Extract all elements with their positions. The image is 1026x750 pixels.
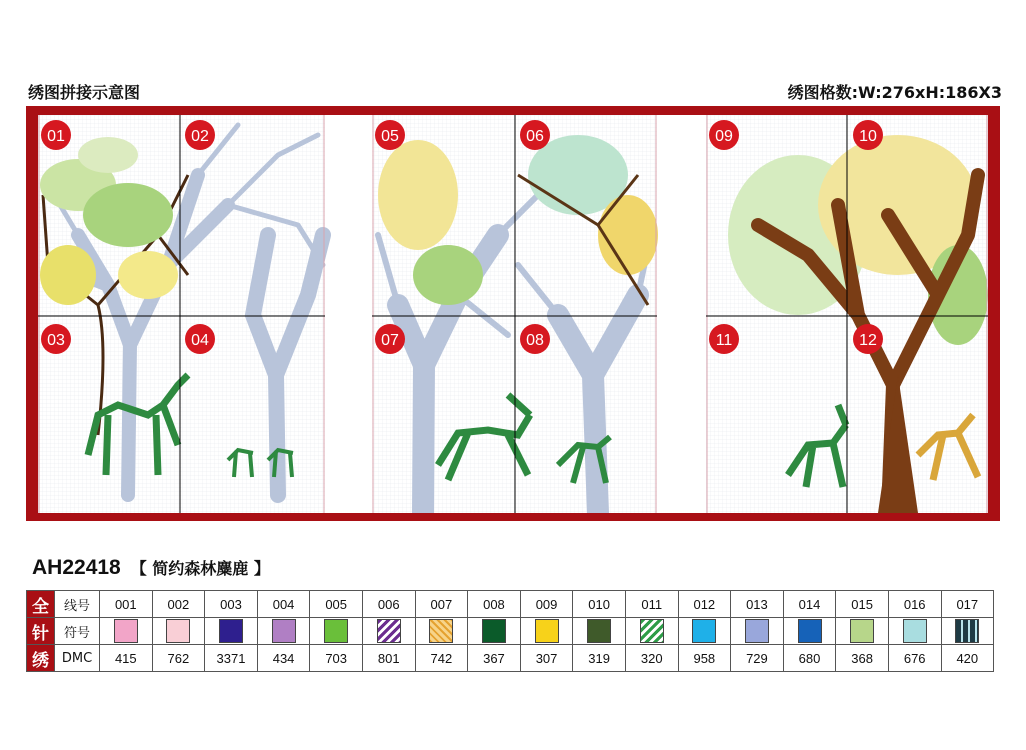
panel-badge-08	[520, 324, 550, 354]
thread-number: 009	[520, 591, 573, 618]
thread-dmc: 762	[152, 645, 205, 672]
panel-badge-12	[853, 324, 883, 354]
legend-side-char: 绣	[27, 645, 55, 672]
thread-dmc: 434	[257, 645, 310, 672]
thread-symbol	[888, 618, 941, 645]
thread-dmc: 307	[520, 645, 573, 672]
thread-dmc: 367	[468, 645, 521, 672]
thread-number: 015	[836, 591, 889, 618]
panel-number: 08	[526, 332, 544, 349]
thread-symbol	[205, 618, 258, 645]
thread-swatch	[377, 619, 401, 643]
thread-number: 014	[783, 591, 836, 618]
row-label-number: 线号	[55, 591, 100, 618]
thread-dmc: 368	[836, 645, 889, 672]
product-name: 【 简约森林麋鹿 】	[130, 559, 270, 578]
thread-symbol	[100, 618, 153, 645]
thread-swatch	[587, 619, 611, 643]
thread-number: 008	[468, 591, 521, 618]
thread-swatch	[429, 619, 453, 643]
thread-symbol	[625, 618, 678, 645]
row-label-symbol: 符号	[55, 618, 100, 645]
thread-symbol	[152, 618, 205, 645]
panel-badge-03	[41, 324, 71, 354]
thread-dmc: 676	[888, 645, 941, 672]
thread-symbol	[678, 618, 731, 645]
thread-number: 005	[310, 591, 363, 618]
panel-badge-11	[709, 324, 739, 354]
legend-side-char: 针	[27, 618, 55, 645]
thread-symbol	[310, 618, 363, 645]
thread-number: 004	[257, 591, 310, 618]
thread-dmc: 319	[573, 645, 626, 672]
thread-number: 012	[678, 591, 731, 618]
pattern-preview	[38, 115, 988, 513]
thread-swatch	[955, 619, 979, 643]
thread-number: 001	[100, 591, 153, 618]
thread-swatch	[482, 619, 506, 643]
thread-legend-table	[26, 590, 994, 672]
thread-number: 017	[941, 591, 994, 618]
panel-number: 12	[859, 332, 877, 349]
thread-swatch	[114, 619, 138, 643]
thread-swatch	[219, 619, 243, 643]
thread-symbol	[573, 618, 626, 645]
thread-swatch	[692, 619, 716, 643]
panel-number: 05	[381, 128, 399, 145]
thread-swatch	[850, 619, 874, 643]
thread-swatch	[535, 619, 559, 643]
thread-symbol	[257, 618, 310, 645]
thread-swatch	[272, 619, 296, 643]
panel-badge-04	[185, 324, 215, 354]
panel-number: 10	[859, 128, 877, 145]
diagram-title: 绣图拼接示意图	[28, 83, 141, 102]
thread-dmc: 420	[941, 645, 994, 672]
product-title	[32, 556, 270, 580]
row-label-dmc: DMC	[55, 645, 100, 672]
panel-number: 02	[191, 128, 209, 145]
thread-dmc: 729	[731, 645, 784, 672]
pattern-frame	[26, 106, 1000, 521]
thread-swatch	[640, 619, 664, 643]
panel-badge-02	[185, 120, 215, 150]
panel-number: 03	[47, 332, 65, 349]
thread-swatch	[903, 619, 927, 643]
thread-symbol	[415, 618, 468, 645]
thread-symbol	[520, 618, 573, 645]
panel-number: 07	[381, 332, 399, 349]
panel-badge-09	[709, 120, 739, 150]
thread-number: 010	[573, 591, 626, 618]
product-code: AH22418	[32, 556, 121, 579]
thread-swatch	[324, 619, 348, 643]
thread-number: 013	[731, 591, 784, 618]
panel-number: 06	[526, 128, 544, 145]
thread-swatch	[745, 619, 769, 643]
panel-number: 01	[47, 128, 65, 145]
thread-symbol	[941, 618, 994, 645]
thread-swatch	[166, 619, 190, 643]
thread-number: 011	[625, 591, 678, 618]
thread-dmc: 801	[362, 645, 415, 672]
panel-number: 09	[715, 128, 733, 145]
thread-dmc: 680	[783, 645, 836, 672]
thread-number: 007	[415, 591, 468, 618]
panel-badge-10	[853, 120, 883, 150]
thread-number: 002	[152, 591, 205, 618]
thread-number: 016	[888, 591, 941, 618]
thread-dmc: 415	[100, 645, 153, 672]
panel-badge-07	[375, 324, 405, 354]
thread-dmc: 320	[625, 645, 678, 672]
thread-symbol	[468, 618, 521, 645]
thread-number: 003	[205, 591, 258, 618]
panel-number: 11	[715, 332, 733, 349]
thread-symbol	[362, 618, 415, 645]
thread-symbol	[731, 618, 784, 645]
thread-symbol	[836, 618, 889, 645]
panel-badge-01	[41, 120, 71, 150]
panel-badge-06	[520, 120, 550, 150]
legend-side-char: 全	[27, 591, 55, 618]
thread-swatch	[798, 619, 822, 643]
panel-number: 04	[191, 332, 209, 349]
thread-number: 006	[362, 591, 415, 618]
panel-badge-05	[375, 120, 405, 150]
thread-dmc: 703	[310, 645, 363, 672]
thread-dmc: 958	[678, 645, 731, 672]
thread-symbol	[783, 618, 836, 645]
thread-dmc: 3371	[205, 645, 258, 672]
thread-dmc: 742	[415, 645, 468, 672]
grid-size-info: 绣图格数:W:276xH:186X3	[787, 83, 1002, 102]
